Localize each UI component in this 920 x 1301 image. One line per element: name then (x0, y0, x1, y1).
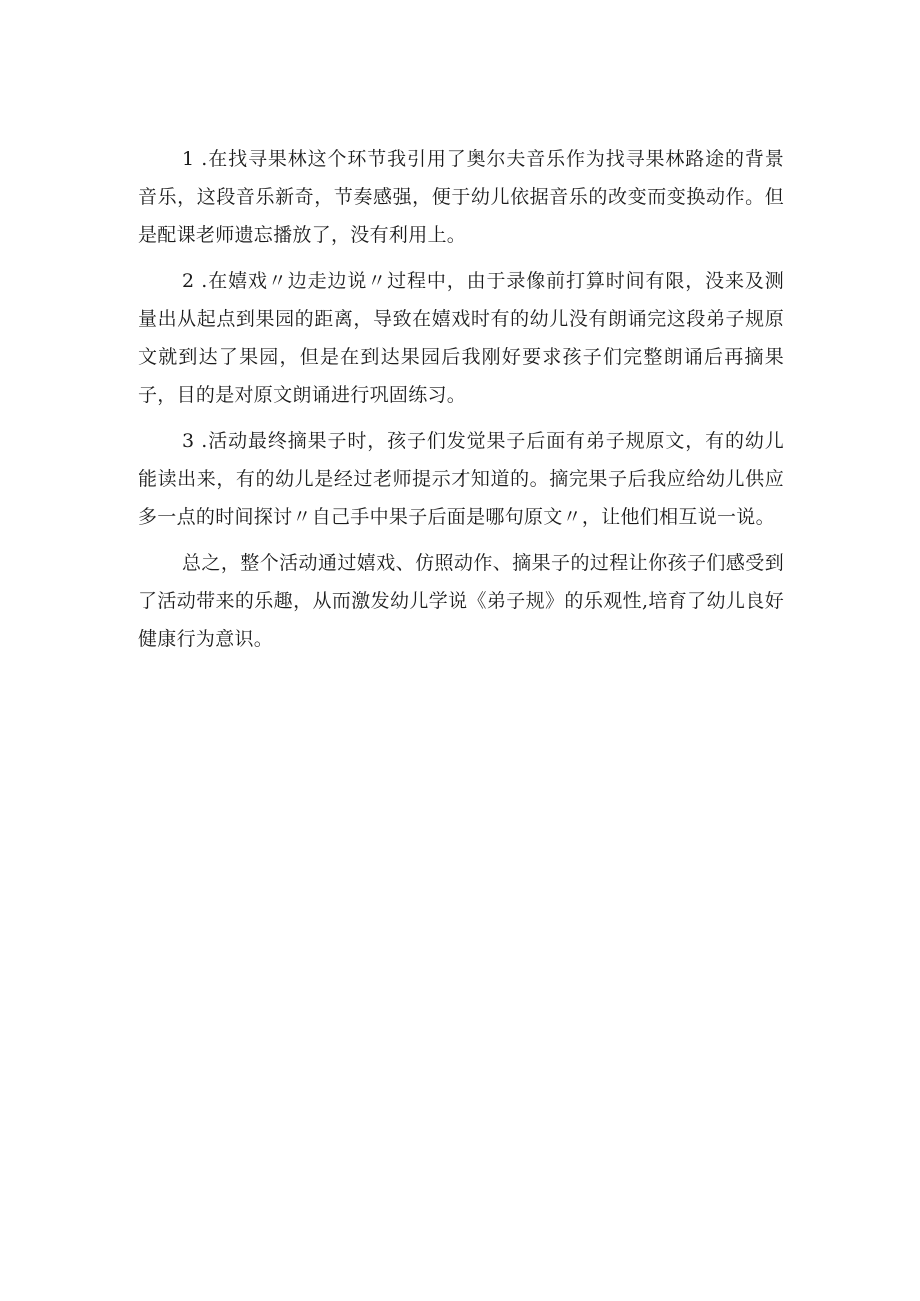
paragraph-2: 2 .在嬉戏〃边走边说〃过程中，由于录像前打算时间有限，没来及测量出从起点到果园的距离，导致在嬉戏时有的幼儿没有朗诵完这段弟子规原文就到达了果园，但是在到达果园后我刚好要求孩子们完整朗诵后再摘果子，目的是对原文朗诵进行巩固练习。 (138, 270, 784, 406)
paragraph-conclusion: 总之，整个活动通过嬉戏、仿照动作、摘果子的过程让你孩子们感受到了活动带来的乐趣，从而激发幼儿学说《弟子规》的乐观性,培育了幼儿良好健康行为意识。 (138, 552, 784, 650)
paragraph-3: 3 .活动最终摘果子时，孩子们发觉果子后面有弟子规原文，有的幼儿能读出来，有的幼儿是经过老师提示才知道的。摘完果子后我应给幼儿供应多一点的时间探讨〃自己手中果子后面是哪句原文〃，让他们相互说一说。 (138, 430, 784, 528)
document-body (138, 140, 784, 666)
paragraph-1: 1 .在找寻果林这个环节我引用了奥尔夫音乐作为找寻果林路途的背景音乐，这段音乐新奇，节奏感强，便于幼儿依据音乐的改变而变换动作。但是配课老师遗忘播放了，没有利用上。 (138, 148, 784, 246)
